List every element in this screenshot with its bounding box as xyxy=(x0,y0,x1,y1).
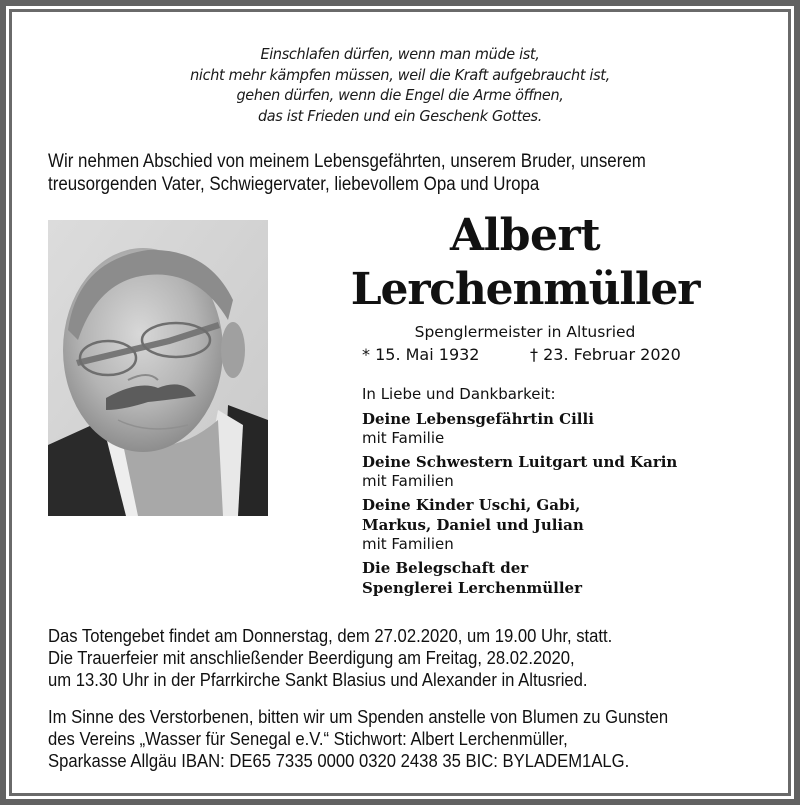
mourner-family: mit Familie xyxy=(362,429,445,447)
deceased-first-name: Albert xyxy=(449,210,601,261)
mourner-group xyxy=(362,558,722,598)
mourners-list xyxy=(362,384,722,603)
portrait-photo xyxy=(48,220,268,516)
mourner-group xyxy=(362,409,722,447)
mourner-family: mit Familien xyxy=(362,472,454,490)
birth-date: * 15. Mai 1932 xyxy=(362,345,480,364)
mourner-name: Deine Kinder Uschi, Gabi, xyxy=(362,496,581,514)
intro-line: Wir nehmen Abschied von meinem Lebensgefährten, unserem Bruder, unserem xyxy=(48,151,646,172)
donation-line: des Vereins „Wasser für Senegal e.V.“ Stichwort: Albert Lerchenmüller, xyxy=(48,728,568,749)
details-line: Die Trauerfeier mit anschließender Beerdigung am Freitag, 28.02.2020, xyxy=(48,647,575,668)
poem-line: Einschlafen dürfen, wenn man müde ist, xyxy=(260,45,540,63)
donation-request xyxy=(48,706,714,772)
mourner-name: Markus, Daniel und Julian xyxy=(362,516,584,534)
poem-line: nicht mehr kämpfen müssen, weil die Kraft aufgebraucht ist, xyxy=(190,65,610,84)
mourner-name: Spenglerei Lerchenmüller xyxy=(362,579,582,597)
donation-line: Im Sinne des Verstorbenen, bitten wir um Spenden anstelle von Blumen zu Gunsten xyxy=(48,706,669,727)
poem-line: das ist Frieden und ein Geschenk Gottes. xyxy=(257,106,543,125)
mourner-group xyxy=(362,452,722,490)
mourner-name: Deine Lebensgefährtin Cilli xyxy=(362,410,594,428)
deceased-last-name: Lerchenmüller xyxy=(350,264,700,315)
poem-line: gehen dürfen, wenn die Engel die Arme öffnen, xyxy=(236,86,564,104)
poem xyxy=(28,44,772,126)
mourners-lead: In Liebe und Dankbarkeit: xyxy=(362,385,556,403)
farewell-intro xyxy=(48,150,689,196)
intro-line: treusorgenden Vater, Schwiegervater, liebevollem Opa und Uropa xyxy=(48,174,540,195)
donation-line: Sparkasse Allgäu IBAN: DE65 7335 0000 0320 2438 35 BIC: BYLADEM1ALG. xyxy=(48,750,630,771)
death-date: † 23. Februar 2020 xyxy=(530,345,681,364)
details-line: Das Totengebet findet am Donnerstag, dem 27.02.2020, um 19.00 Uhr, statt. xyxy=(48,625,613,646)
mourner-group xyxy=(362,495,722,553)
portrait-image xyxy=(48,220,268,516)
mourner-name: Die Belegschaft der xyxy=(362,559,529,577)
mourner-name: Deine Schwestern Luitgart und Karin xyxy=(362,453,678,471)
details-line: um 13.30 Uhr in der Pfarrkirche Sankt Blasius und Alexander in Altusried. xyxy=(48,669,588,690)
life-dates xyxy=(362,344,702,366)
occupation: Spenglermeister in Altusried xyxy=(414,323,636,341)
mourner-family: mit Familien xyxy=(362,535,454,553)
funeral-details xyxy=(48,625,714,691)
